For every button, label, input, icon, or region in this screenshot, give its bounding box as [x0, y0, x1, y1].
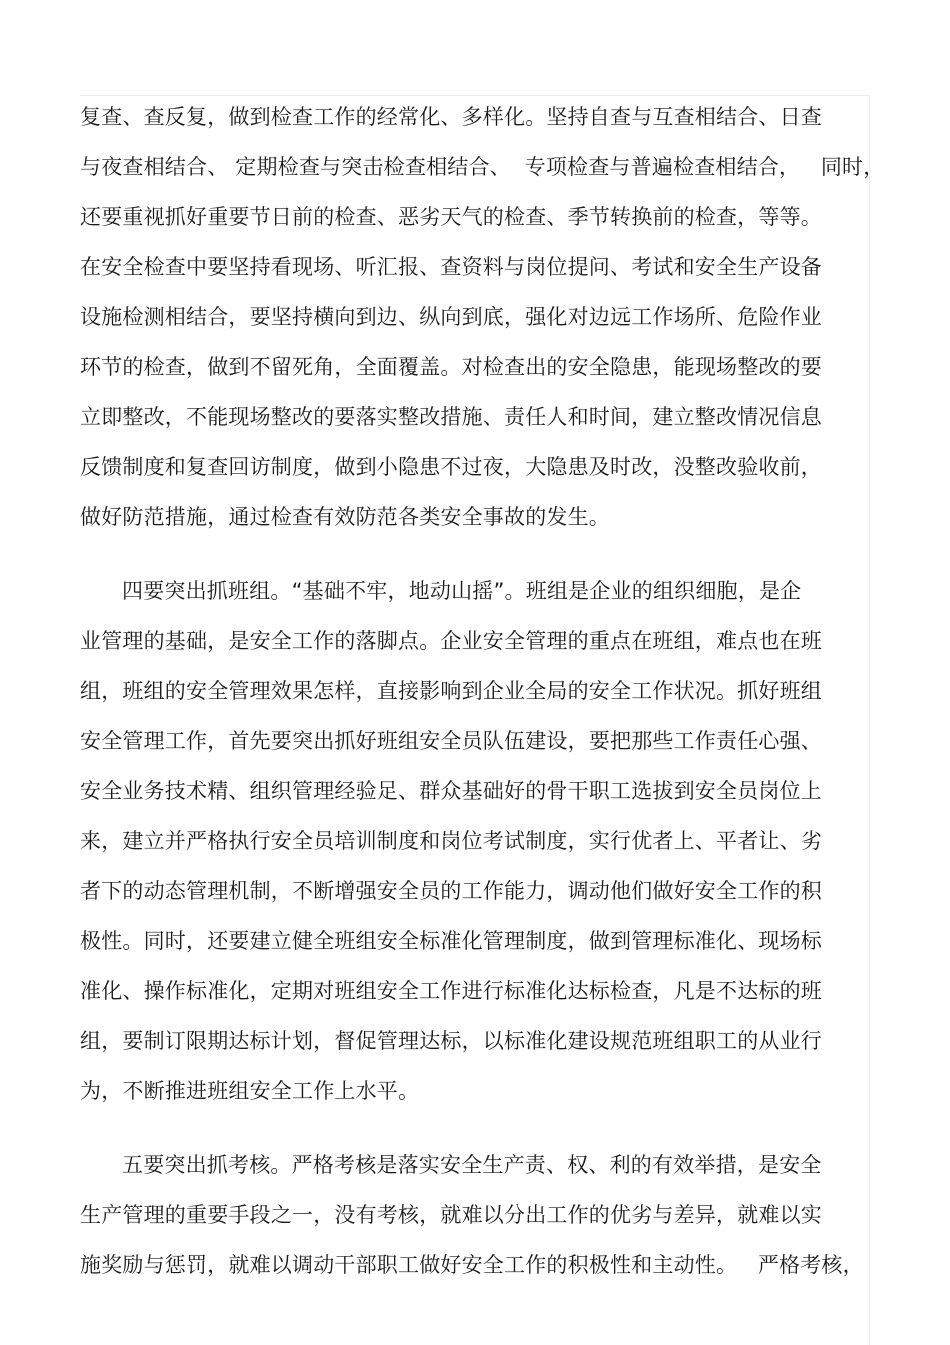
text-line: 还要重视抓好重要节日前的检查、恶劣天气的检查、季节转换前的检查，等等。: [80, 205, 822, 229]
text-line: 为，不断推进班组安全工作上水平。: [80, 1079, 420, 1103]
text-line: 生产管理的重要手段之一，没有考核，就难以分出工作的优劣与差异，就难以实: [80, 1203, 822, 1227]
text-line: 者下的动态管理机制，不断增强安全员的工作能力，调动他们做好安全工作的积: [80, 879, 822, 903]
text-line: 组，要制订限期达标计划，督促管理达标，以标准化建设规范班组职工的从业行: [80, 1029, 822, 1053]
text-line: 与夜查相结合、 定期检查与突击检查相结合、 专项检查与普遍检查相结合， 同时，: [80, 155, 885, 179]
text-line: 复查、查反复，做到检查工作的经常化、多样化。坚持自查与互查相结合、日查: [80, 105, 822, 129]
text-line: 设施检测相结合，要坚持横向到边、纵向到底，强化对边远工作场所、危险作业: [80, 305, 822, 329]
text-line: 施奖励与惩罚，就难以调动干部职工做好安全工作的积极性和主动性。 严格考核，: [80, 1253, 864, 1277]
text-line: 业管理的基础，是安全工作的落脚点。企业安全管理的重点在班组，难点也在班: [80, 629, 822, 653]
text-line: 准化、操作标准化，定期对班组安全工作进行标准化达标检查，凡是不达标的班: [80, 979, 822, 1003]
text-line: 环节的检查，做到不留死角，全面覆盖。对检查出的安全隐患，能现场整改的要: [80, 355, 822, 379]
text-line: 极性。同时，还要建立健全班组安全标准化管理制度，做到管理标准化、现场标: [80, 929, 822, 953]
text-line: 立即整改，不能现场整改的要落实整改措施、责任人和时间，建立整改情况信息: [80, 405, 822, 429]
paragraph-first-line: 五要突出抓考核。严格考核是落实安全生产责、权、利的有效举措，是安全: [122, 1153, 822, 1177]
text-line: 安全业务技术精、组织管理经验足、群众基础好的骨干职工选拔到安全员岗位上: [80, 779, 822, 803]
text-line: 组，班组的安全管理效果怎样，直接影响到企业全局的安全工作状况。抓好班组: [80, 679, 822, 703]
text-line: 在安全检查中要坚持看现场、听汇报、查资料与岗位提问、考试和安全生产设备: [80, 255, 822, 279]
text-line: 来，建立并严格执行安全员培训制度和岗位考试制度，实行优者上、平者让、劣: [80, 829, 822, 853]
text-line: 做好防范措施，通过检查有效防范各类安全事故的发生。: [80, 505, 610, 529]
page-border-right: [869, 95, 870, 1345]
paragraph-first-line: 四要突出抓班组。“基础不牢，地动山摇”。班组是企业的组织细胞，是企: [122, 579, 802, 603]
page-border-top: [80, 95, 870, 96]
text-line: 安全管理工作，首先要突出抓好班组安全员队伍建设，要把那些工作责任心强、: [80, 729, 822, 753]
text-line: 反馈制度和复查回访制度，做到小隐患不过夜，大隐患及时改，没整改验收前，: [80, 455, 822, 479]
